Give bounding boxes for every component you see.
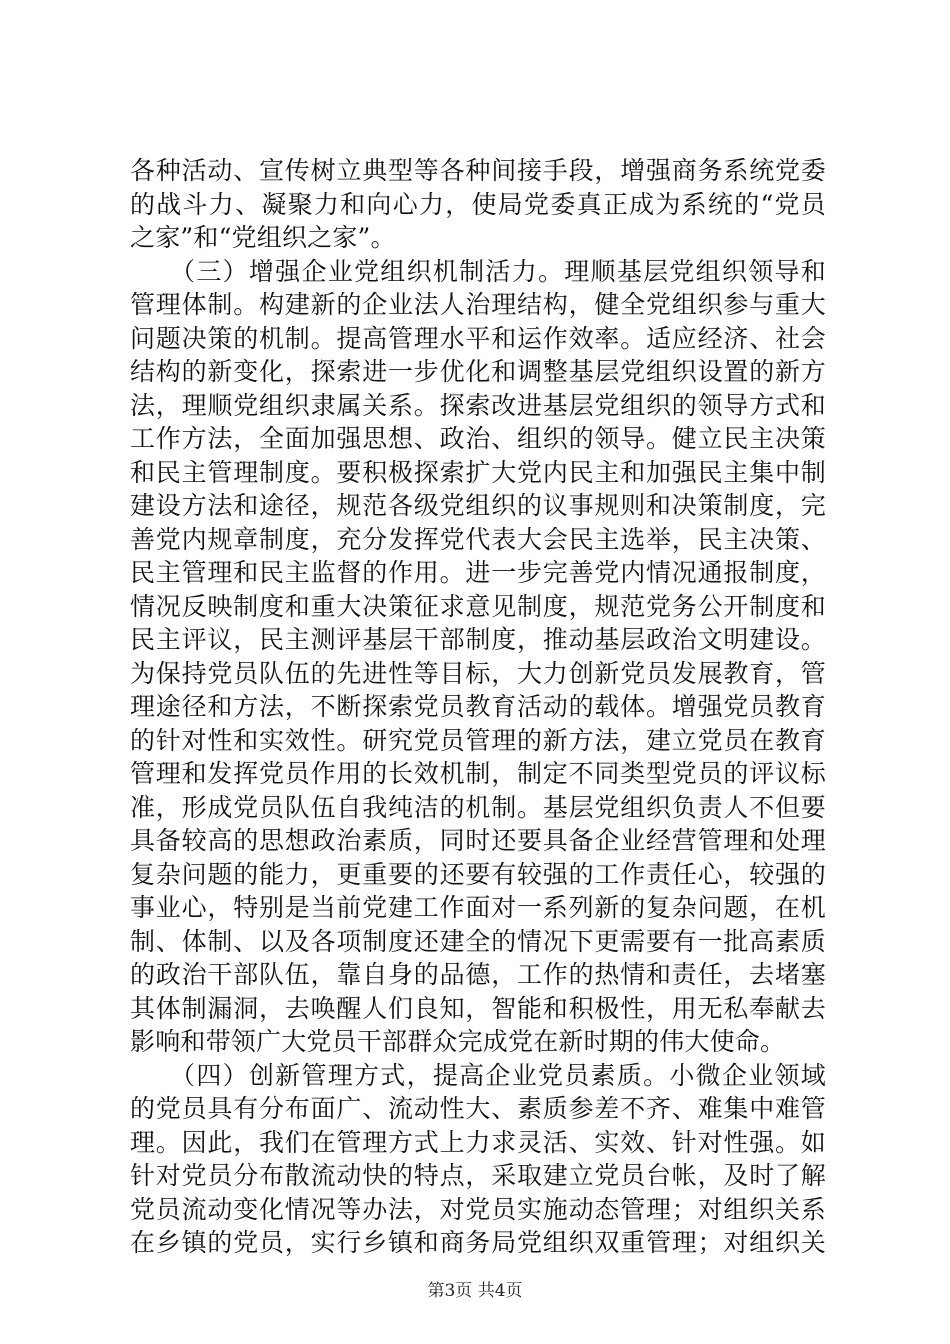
text-line: （四）创新管理方式，提高企业党员素质。小微企业领域 <box>130 1060 826 1090</box>
text-line: 针对党员分布散流动快的特点，采取建立党员台帐，及时了解 <box>130 1161 826 1190</box>
text-line: 情况反映制度和重大决策征求意见制度，规范党务公开制度和 <box>130 591 826 621</box>
text-line: 理途径和方法，不断探索党员教育活动的载体。增强党员教育 <box>130 692 826 721</box>
text-line: 民主评议，民主测评基层干部制度，推动基层政治文明建设。 <box>130 625 826 654</box>
text-line: 影响和带领广大党员干部群众完成党在新时期的伟大使命。 <box>130 1027 786 1056</box>
text-line: 制、体制、以及各项制度还建全的情况下更需要有一批高素质 <box>130 926 826 956</box>
text-line: 为保持党员队伍的先进性等目标，大力创新党员发展教育，管 <box>130 658 826 688</box>
text-line: 事业心，特别是当前党建工作面对一系列新的复杂问题，在机 <box>130 893 826 922</box>
text-line: 的战斗力、凝聚力和向心力，使局党委真正成为系统的“党员 <box>130 189 826 219</box>
text-line: 结构的新变化，探索进一步优化和调整基层党组织设置的新方 <box>130 357 826 386</box>
text-line: 的党员具有分布面广、流动性大、素质参差不齐、难集中难管 <box>130 1094 826 1123</box>
text-line: 管理和发挥党员作用的长效机制，制定不同类型党员的评议标 <box>130 759 826 788</box>
text-line: 的政治干部队伍，靠自身的品德，工作的热情和责任，去堵塞 <box>130 960 826 989</box>
text-line: 的针对性和实效性。研究党员管理的新方法，建立党员在教育 <box>130 725 826 755</box>
text-line: 法，理顺党组织隶属关系。探索改进基层党组织的领导方式和 <box>130 390 826 420</box>
text-line: 准，形成党员队伍自我纯洁的机制。基层党组织负责人不但要 <box>130 792 826 822</box>
text-line: 理。因此，我们在管理方式上力求灵活、实效、针对性强。如 <box>130 1127 826 1157</box>
text-line: 善党内规章制度，充分发挥党代表大会民主选举，民主决策、 <box>130 524 826 554</box>
text-line: 各种活动、宣传树立典型等各种间接手段，增强商务系统党委 <box>130 156 826 185</box>
text-line: 建设方法和途径，规范各级党组织的议事规则和决策制度，完 <box>130 491 826 520</box>
text-line: 具备较高的思想政治素质，同时还要具备企业经营管理和处理 <box>130 826 826 855</box>
text-line: 在乡镇的党员，实行乡镇和商务局党组织双重管理；对组织关 <box>130 1228 826 1257</box>
text-line: 工作方法，全面加强思想、政治、组织的领导。健立民主决策 <box>130 424 826 453</box>
body-text <box>130 154 826 1260</box>
text-line: 复杂问题的能力，更重要的还要有较强的工作责任心，较强的 <box>130 859 826 889</box>
text-line: 民主管理和民主监督的作用。进一步完善党内情况通报制度， <box>130 558 826 587</box>
text-line: 其体制漏洞，去唤醒人们良知，智能和积极性，用无私奉献去 <box>130 993 826 1023</box>
text-line: 之家”和“党组织之家”。 <box>130 223 396 252</box>
text-line: 和民主管理制度。要积极探索扩大党内民主和加强民主集中制 <box>130 457 826 487</box>
text-line: 管理体制。构建新的企业法人治理结构，健全党组织参与重大 <box>130 290 826 319</box>
page-footer: 第3页 共4页 <box>427 1281 523 1301</box>
text-line: （三）增强企业党组织机制活力。理顺基层党组织领导和 <box>130 256 826 286</box>
text-line: 党员流动变化情况等办法，对党员实施动态管理；对组织关系 <box>130 1194 826 1224</box>
text-line: 问题决策的机制。提高管理水平和运作效率。适应经济、社会 <box>130 323 826 353</box>
